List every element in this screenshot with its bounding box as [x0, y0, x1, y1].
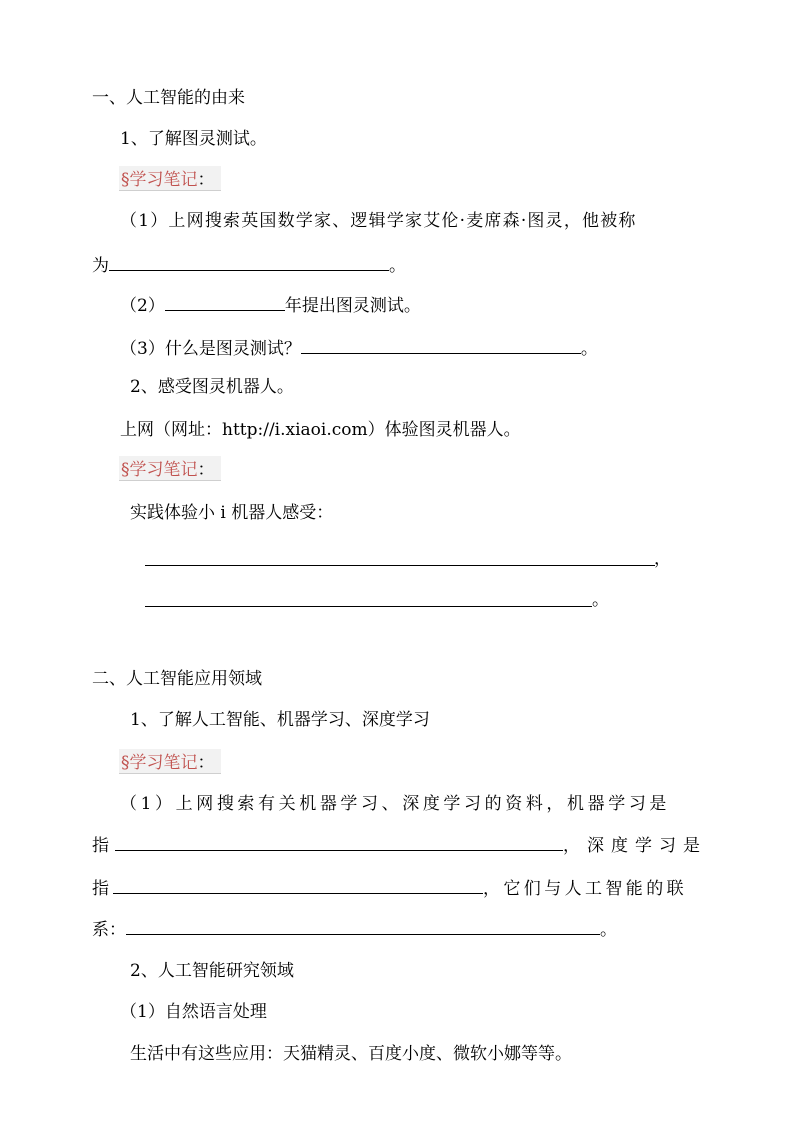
- question-3: [120, 337, 598, 360]
- section-2-item-1: 1、了解人工智能、机器学习、深度学习: [130, 710, 430, 730]
- study-notes-label: §学习笔记: [121, 753, 198, 773]
- section-2-question-1-line-4: [92, 918, 617, 941]
- dl-prefix: 指: [92, 879, 109, 899]
- study-notes-heading-2: [121, 459, 215, 481]
- study-notes-heading-3: [121, 752, 215, 774]
- relation-prefix: 系：: [92, 920, 126, 940]
- answer-line-2[interactable]: [145, 606, 592, 607]
- question-2-prefix: （2）: [120, 296, 165, 316]
- applications-line: 生活中有这些应用：天猫精灵、百度小度、微软小娜等等。: [130, 1044, 572, 1064]
- answer-line-2-end: 。: [592, 590, 609, 610]
- practice-prompt: 实践体验小 i 机器人感受：: [130, 503, 334, 523]
- question-3-end: 。: [580, 339, 598, 359]
- answer-line-1[interactable]: [145, 565, 655, 566]
- study-notes-colon: ：: [197, 460, 215, 480]
- study-notes-colon: ：: [197, 753, 215, 773]
- dl-suffix: ，它们与人工智能的联: [483, 879, 687, 899]
- study-notes-colon: ：: [197, 170, 215, 190]
- section-2-item-2: 2、人工智能研究领域: [130, 961, 294, 981]
- website-line: 上网（网址：http://i.xiaoi.com）体验图灵机器人。: [120, 420, 521, 440]
- answer-blank-turing-test[interactable]: [301, 337, 581, 354]
- section-2-question-1-line-1: （1）上网搜索有关机器学习、深度学习的资料，机器学习是: [120, 794, 671, 814]
- question-1-line-1: （1）上网搜索英国数学家、逻辑学家艾伦·麦席森·图灵，他被称: [120, 211, 637, 231]
- section-1-item-2: 2、感受图灵机器人。: [130, 377, 294, 397]
- question-1-prefix: 为: [92, 256, 109, 276]
- study-notes-heading-1: [121, 169, 215, 191]
- question-2: [120, 294, 421, 317]
- question-1-end: 。: [389, 256, 406, 276]
- answer-blank-deep-learning[interactable]: [113, 877, 483, 894]
- answer-blank-year[interactable]: [165, 294, 285, 311]
- answer-blank-machine-learning[interactable]: [115, 834, 563, 851]
- answer-blank-turing-title[interactable]: [109, 254, 389, 271]
- answer-line-1-end: ，: [654, 549, 671, 569]
- answer-blank-relation[interactable]: [126, 918, 600, 935]
- study-notes-label: §学习笔记: [121, 460, 198, 480]
- question-2-suffix: 年提出图灵测试。: [284, 296, 421, 316]
- section-2-sub-1: （1）自然语言处理: [120, 1002, 267, 1022]
- section-2-title: 二、人工智能应用领域: [92, 669, 262, 689]
- ml-prefix: 指: [92, 836, 109, 856]
- section-1-item-1: 1、了解图灵测试。: [120, 129, 267, 149]
- section-2-question-1-line-3: [92, 877, 687, 900]
- study-notes-label: §学习笔记: [121, 170, 198, 190]
- ml-suffix: ，深度学习是: [563, 836, 707, 856]
- section-2-question-1-line-2: [92, 834, 707, 857]
- question-3-prefix: （3）什么是图灵测试？: [120, 339, 301, 359]
- relation-end: 。: [600, 920, 617, 940]
- section-1-title: 一、人工智能的由来: [92, 88, 245, 108]
- question-1-line-2: [92, 254, 406, 277]
